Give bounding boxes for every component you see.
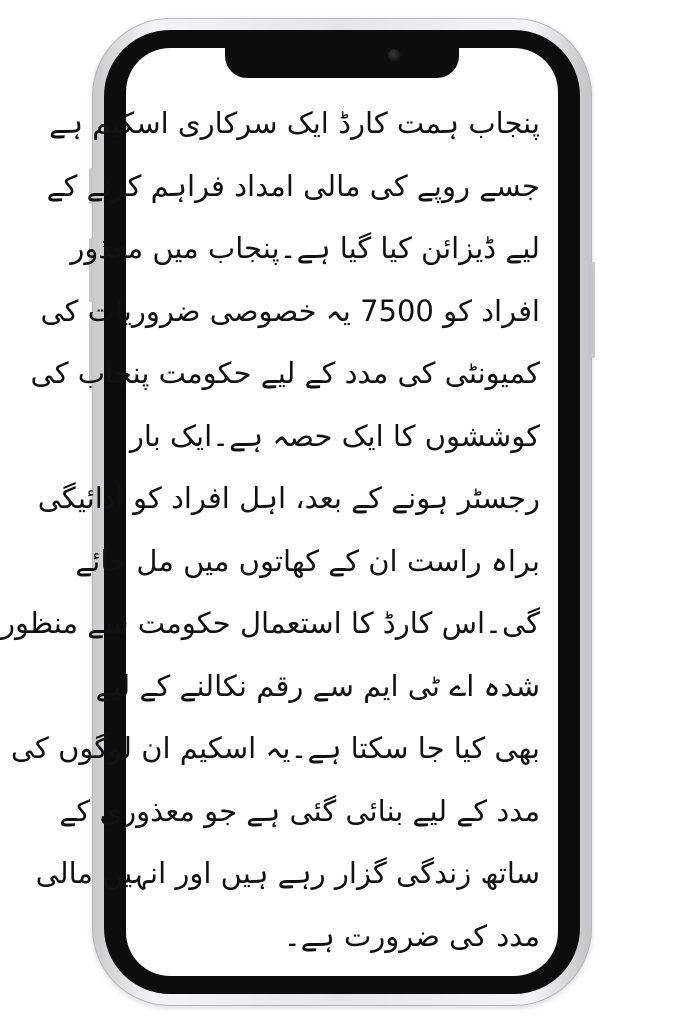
article-line: مدد کے لیے بنائی گئی ہے جو معذوری کے — [59, 793, 540, 828]
article-line: جسے روپے کی مالی امداد فراہم کرنے کے — [46, 168, 540, 203]
article-line: افراد کو 7500 یہ خصوصی ضروریات کی — [40, 293, 540, 328]
article-text — [1, 92, 540, 967]
article-line: بھی کیا جا سکتا ہے۔یہ اسکیم ان لوگوں کی — [10, 731, 540, 765]
front-camera-icon — [388, 49, 401, 62]
article-line: رجسٹر ہونے کے بعد، اہل افراد کو ادائیگی — [37, 481, 540, 515]
article-line: شدہ اے ٹی ایم سے رقم نکالنے کے لیے — [95, 668, 540, 703]
article-line: پنجاب ہمت کارڈ ایک سرکاری اسکیم ہے — [49, 106, 540, 140]
article-line: کمیونٹی کی مدد کے لیے حکومت پنجاب کی — [30, 356, 540, 390]
article-line: براہ راست ان کے کھاتوں میں مل جائے — [75, 543, 540, 578]
article-line: ساتھ زندگی گزار رہے ہیں اور انہیں مالی — [35, 856, 540, 890]
phone-power-button — [591, 262, 595, 358]
article-line: گی۔اس کارڈ کا استعمال حکومت سے منظور — [1, 606, 540, 640]
phone-notch — [225, 46, 459, 78]
article-line: کوششوں کا ایک حصہ ہے۔ایک بار — [129, 418, 540, 453]
article-line: لیے ڈیزائن کیا گیا ہے۔پنجاب میں معذور — [70, 231, 540, 265]
article-line: مدد کی ضرورت ہے۔ — [283, 918, 540, 953]
